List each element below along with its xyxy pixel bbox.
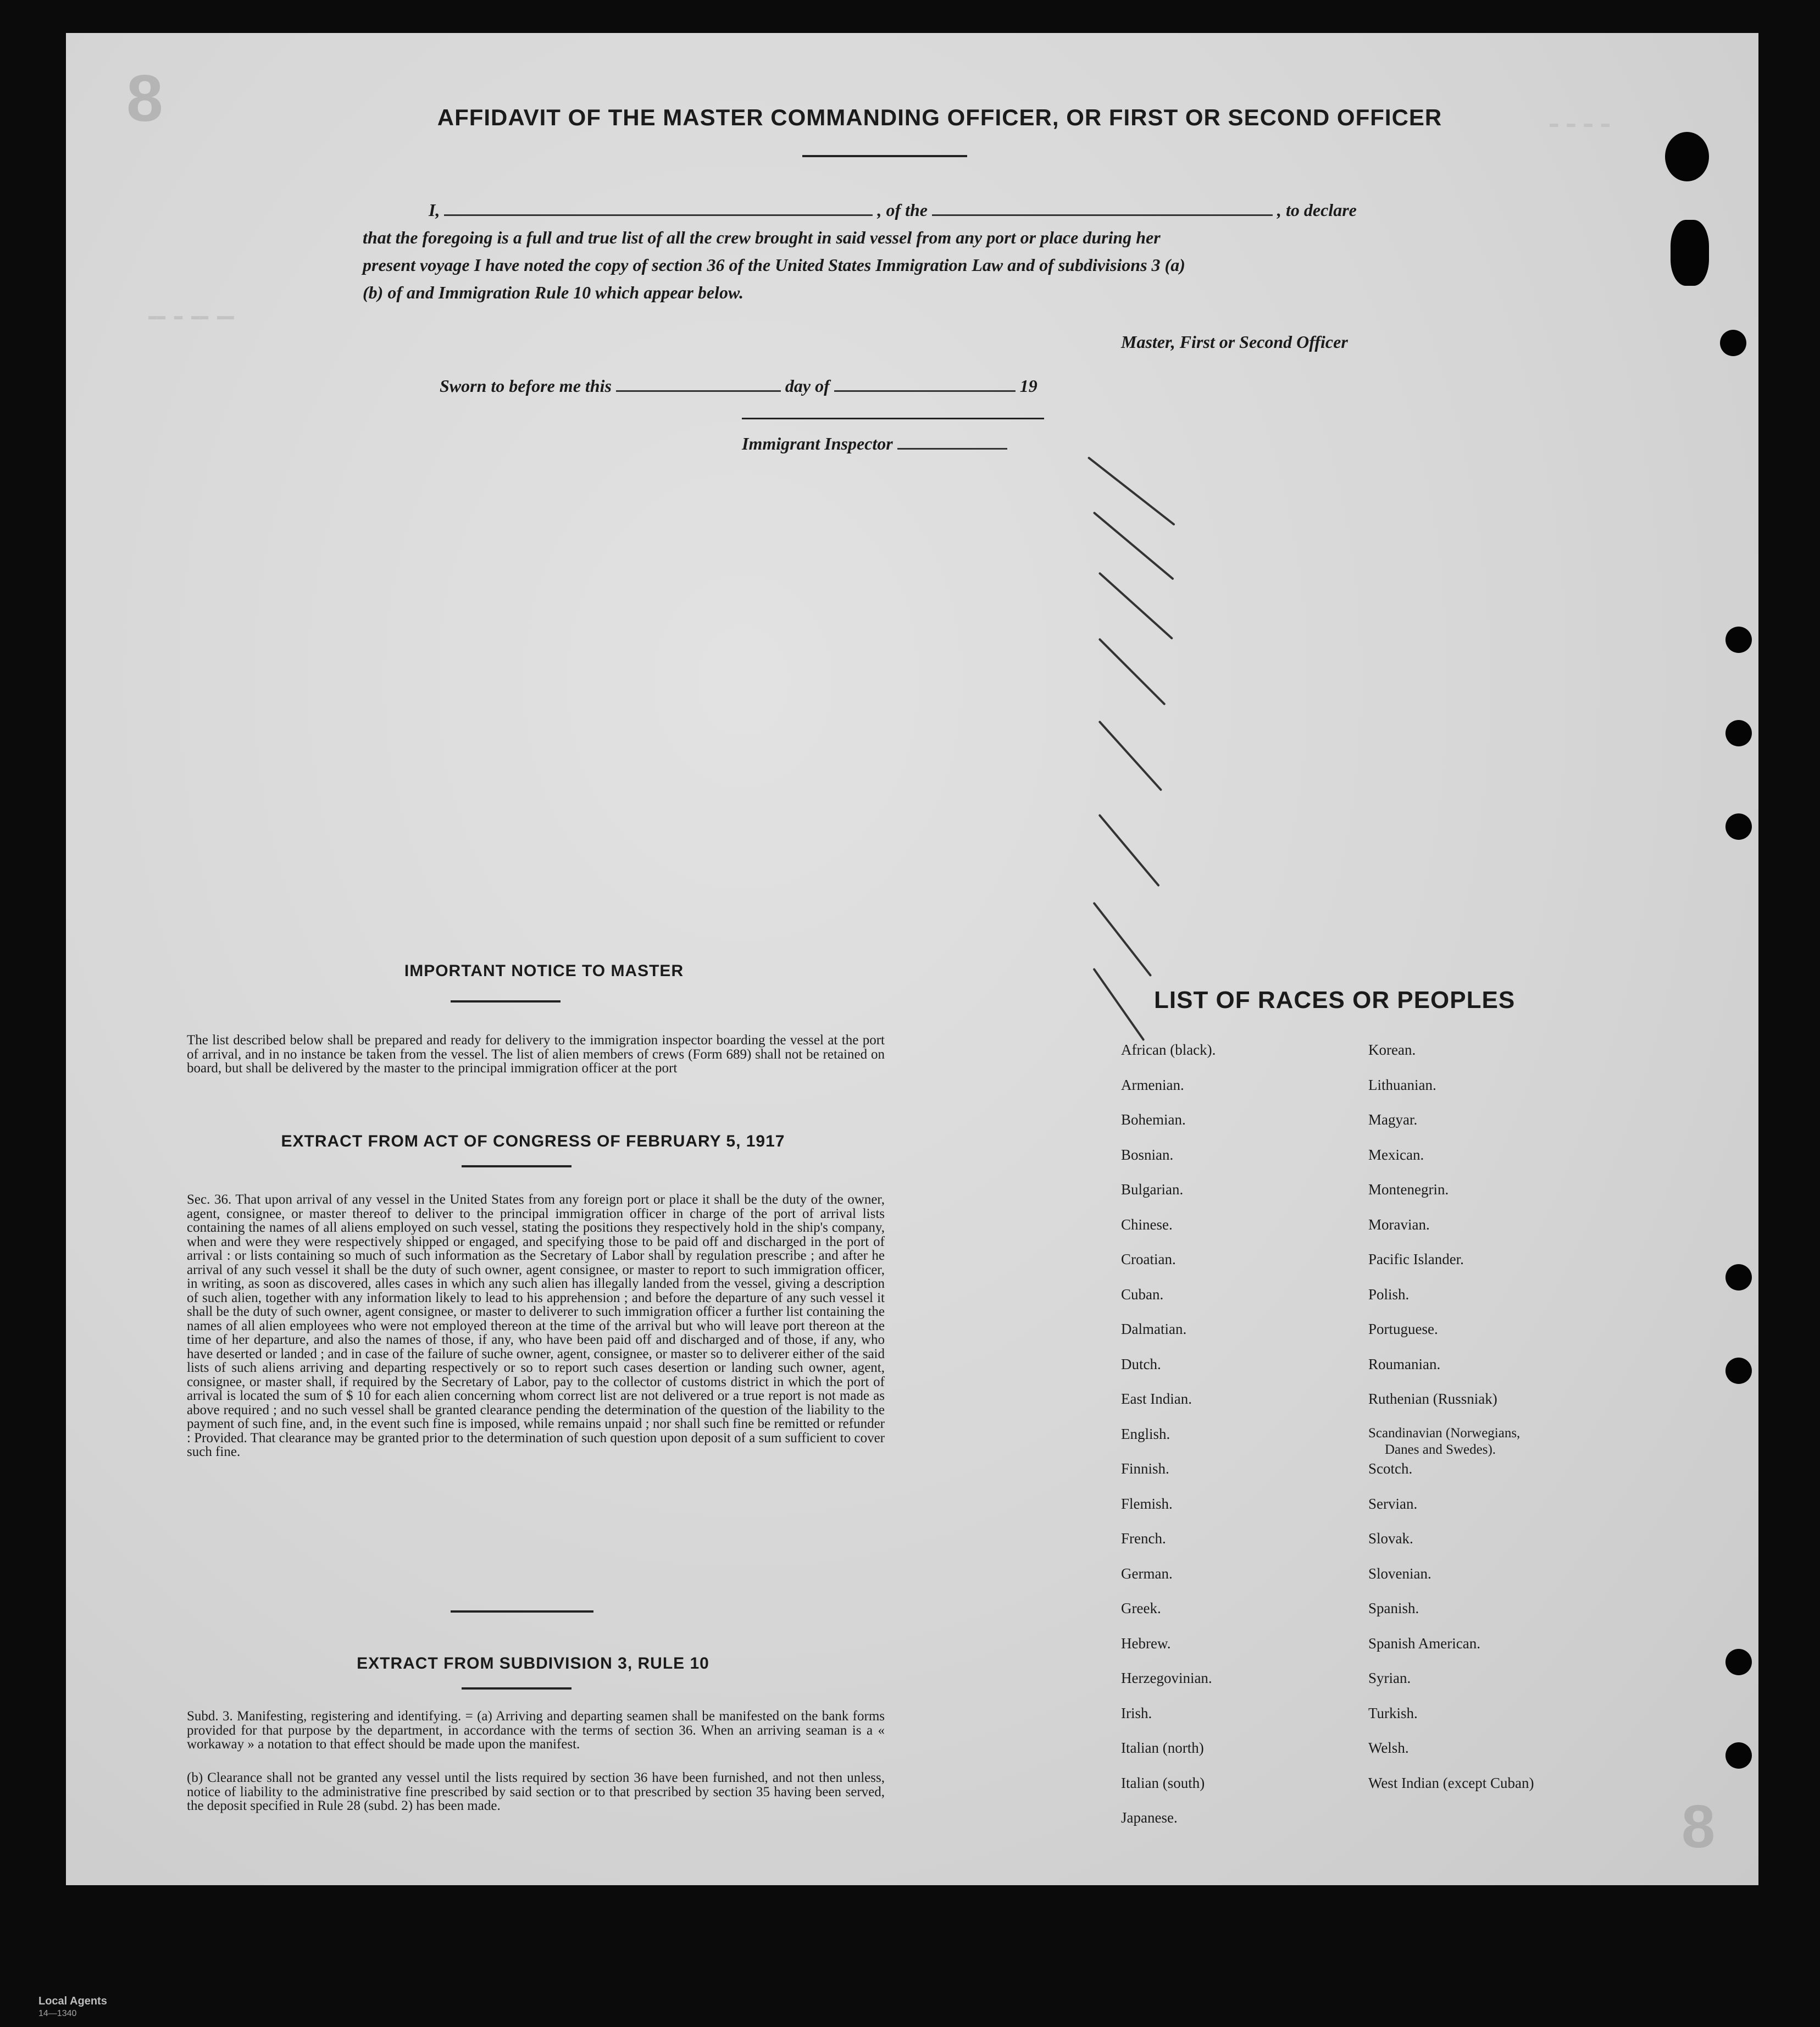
title-underline <box>802 155 967 157</box>
race-item: Danes and Swedes). <box>1385 1442 1496 1457</box>
extract-act-title: EXTRACT FROM ACT OF CONGRESS OF FEBRUARY 5, 1917 <box>281 1132 785 1150</box>
race-item: Lithuanian. <box>1368 1076 1436 1093</box>
footer-stamp: Local Agents <box>38 1995 107 2007</box>
race-item: Scandinavian (Norwegians, <box>1368 1425 1521 1441</box>
declaration-line-1 <box>429 198 1528 222</box>
footer-code: 14—1340 <box>38 2009 77 2018</box>
race-item: Welsh. <box>1368 1740 1409 1756</box>
race-item: Slovenian. <box>1368 1565 1431 1582</box>
race-item: Syrian. <box>1368 1670 1411 1686</box>
race-item: Bohemian. <box>1121 1111 1186 1128</box>
handwritten-stroke <box>1098 814 1159 887</box>
vessel-field[interactable] <box>932 200 1273 216</box>
handwritten-stroke <box>1098 638 1166 706</box>
sworn-label: Sworn to before me this <box>440 376 612 396</box>
year-prefix: 19 <box>1019 376 1037 396</box>
inspector-signature-line <box>742 418 1044 419</box>
handwritten-stroke <box>1098 721 1163 791</box>
race-item: Dutch. <box>1121 1355 1161 1372</box>
bleed-through-artifact: ▬ ▬ ▬ ▬ <box>1550 115 1610 132</box>
sworn-line <box>440 374 1264 398</box>
race-item: Moravian. <box>1368 1216 1430 1233</box>
race-item: Italian (south) <box>1121 1774 1205 1791</box>
race-item: Bulgarian. <box>1121 1181 1184 1198</box>
handwritten-stroke <box>1092 902 1152 977</box>
declaration-line-4: (b) of and Immigration Rule 10 which appear below. <box>363 283 744 302</box>
notice-text: The list described below shall be prepared and ready for delivery to the immigration inspector boarding the vessel at the port of arrival, and in no instance be taken from the vessel. The list of alien members of crews (Form 689) shall not be retained on board, but shall be delivered by the master to the principal immigration officer at the port <box>187 1033 885 1076</box>
handwritten-stroke <box>1092 968 1145 1041</box>
document-page <box>66 33 1758 1885</box>
notice-title: IMPORTANT NOTICE TO MASTER <box>404 962 684 980</box>
ink-blot <box>1665 132 1709 181</box>
sworn-month-field[interactable] <box>834 376 1016 392</box>
of-the-label: , of the <box>877 200 928 220</box>
race-item: Finnish. <box>1121 1460 1169 1477</box>
section-divider <box>451 1610 593 1613</box>
day-of-label: day of <box>785 376 830 396</box>
handwritten-stroke <box>1098 572 1173 640</box>
punch-hole <box>1725 1358 1752 1384</box>
extract-rule-title: EXTRACT FROM SUBDIVISION 3, RULE 10 <box>357 1654 709 1672</box>
race-item: German. <box>1121 1565 1173 1582</box>
races-title: LIST OF RACES OR PEOPLES <box>1154 987 1516 1014</box>
race-item: Bosnian. <box>1121 1146 1174 1163</box>
extract-rule-text-b: (b) Clearance shall not be granted any vessel until the lists required by section 36 have been furnished, and not then unless, notice of liability to the administrative fine prescribed by said section or to that prescribed by section 35 having been served, the deposit specified in Rule 28 (subd. 2) has been made. <box>187 1770 885 1813</box>
race-item: Cuban. <box>1121 1286 1164 1303</box>
race-item: Japanese. <box>1121 1809 1178 1826</box>
punch-hole <box>1725 720 1752 746</box>
punch-hole <box>1725 1264 1752 1291</box>
inspector-line <box>742 431 1181 456</box>
race-item: Spanish American. <box>1368 1635 1480 1652</box>
race-item: Herzegovinian. <box>1121 1670 1212 1686</box>
page-number: 8 <box>126 62 163 135</box>
race-item: Slovak. <box>1368 1530 1413 1547</box>
race-item: French. <box>1121 1530 1166 1547</box>
extract-rule-text-a: Subd. 3. Manifesting, registering and identifying. = (a) Arriving and departing seamen shall be manifested on the bank forms provided for that purpose by the department, in accordance with the terms of section 36. When an arriving seaman is a « workaway » a notation to that effect should be made upon the manifest. <box>187 1709 885 1752</box>
race-item: Hebrew. <box>1121 1635 1171 1652</box>
signature-role: Master, First or Second Officer <box>1121 332 1348 352</box>
race-item: East Indian. <box>1121 1391 1192 1407</box>
race-item: Servian. <box>1368 1495 1418 1512</box>
race-item: African (black). <box>1121 1042 1216 1058</box>
i-label: I, <box>429 200 440 220</box>
race-item: Scotch. <box>1368 1460 1413 1477</box>
race-item: Magyar. <box>1368 1111 1418 1128</box>
affidavit-title: AFFIDAVIT OF THE MASTER COMMANDING OFFICER, OR FIRST OR SECOND OFFICER <box>437 104 1442 130</box>
race-item: English. <box>1121 1425 1170 1442</box>
race-item: Chinese. <box>1121 1216 1173 1233</box>
race-item: Roumanian. <box>1368 1355 1441 1372</box>
race-item: Ruthenian (Russniak) <box>1368 1391 1497 1407</box>
to-declare-label: , to declare <box>1277 200 1357 220</box>
bottom-page-number: 8 <box>1682 1793 1716 1860</box>
race-item: Flemish. <box>1121 1495 1173 1512</box>
punch-hole <box>1725 813 1752 840</box>
race-item: Mexican. <box>1368 1146 1424 1163</box>
punch-hole <box>1720 330 1746 356</box>
handwritten-stroke <box>1087 456 1175 525</box>
race-item: Spanish. <box>1368 1600 1419 1616</box>
sworn-day-field[interactable] <box>616 376 781 392</box>
race-item: Dalmatian. <box>1121 1321 1187 1337</box>
punch-hole <box>1725 1649 1752 1675</box>
race-item: Croatian. <box>1121 1251 1176 1267</box>
race-item: Portuguese. <box>1368 1321 1438 1337</box>
declaration-line-3: present voyage I have noted the copy of section 36 of the United States Immigration Law and of subdivisions 3 (a) <box>363 255 1185 275</box>
name-field[interactable] <box>444 200 873 216</box>
extract-act-text: Sec. 36. That upon arrival of any vessel in the United States from any foreign port or place it shall be the duty of the owner, agent, consignee, or master thereof to deliver to the principal immigration officer in charge of the port of arrival lists containing the names of all aliens employed on such vessel, stating the positions they respectively hold in the ship's company, when and were they were respectively shipped or engaged, and specifying those to be paid off and discharged in the port of arrival : or lists containing so much of such information as the Secretary of Labor shall by regulation prescribe ; and after he arrival of any such vessel it shall be the duty of such owner, agent consignee, or master to report to such immigration officer, in writing, as soon as discovered, alles cases in which any such alien has illegally landed from the vessel, giving a description of such alien, together with any information likely to lead to his apprehension ; and before the departure of any such vessel it shall be the duty of such owner, agent consignee, or master to deliverer to such immigration officer a further list containing the names of all alien employees who were not employed thereon at the time of the arrival but who will leave port thereon at the time of her departure, and also the names of those, if any, who have been paid off and discharged and of those, if any, who have deserted or landed ; and in case of the failure of suche owner, agent, consignee, or master so to deliverer either of the said lists of such aliens arriving and departing respectively or so to report such cases desertion or landing such owner, agent, consignee, or master shall, if required by the Secretary of Labor, pay to the collector of customs district in which the port of arrival is located the sum of $ 10 for each alien concerning whom correct list are not delivered or a true report is not made as above required ; and no such vessel shall be granted clearance pending the determination of the question of the liability to the payment of such fine, and, in the event such fine is imposed, while remains unpaid ; nor shall such fine be remitted or refunder : Provided. That clearance may be granted prior to the determination of such question upon deposit of a sum sufficient to cover such fine. <box>187 1192 885 1459</box>
race-item: West Indian (except Cuban) <box>1368 1774 1534 1791</box>
extract-rule-underline <box>462 1687 571 1690</box>
handwritten-stroke <box>1093 511 1174 580</box>
extract-act-underline <box>462 1165 571 1167</box>
inspector-label: Immigrant Inspector <box>742 434 893 453</box>
race-item: Greek. <box>1121 1600 1161 1616</box>
punch-hole <box>1725 1742 1752 1769</box>
race-item: Turkish. <box>1368 1704 1418 1721</box>
race-item: Italian (north) <box>1121 1740 1204 1756</box>
race-item: Korean. <box>1368 1042 1416 1058</box>
race-item: Montenegrin. <box>1368 1181 1449 1198</box>
punch-hole <box>1725 627 1752 653</box>
race-item: Polish. <box>1368 1286 1410 1303</box>
race-item: Pacific Islander. <box>1368 1251 1464 1267</box>
notice-underline <box>451 1000 561 1003</box>
declaration-line-2: that the foregoing is a full and true list of all the crew brought in said vessel from any port or place during her <box>363 228 1161 247</box>
race-item: Irish. <box>1121 1704 1152 1721</box>
inspector-field[interactable] <box>897 434 1007 450</box>
bleed-through-artifact: ▬▬ ▬ ▬▬ ▬▬ <box>148 308 235 324</box>
race-item: Armenian. <box>1121 1076 1184 1093</box>
ink-blot <box>1671 220 1709 286</box>
